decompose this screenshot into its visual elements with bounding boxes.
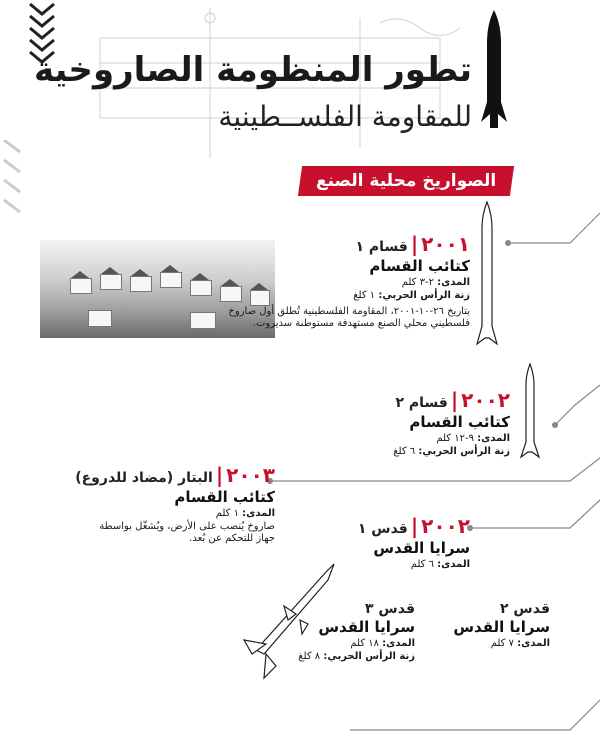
entry-group: سرايا القدس [318,618,415,636]
entry-value: ٩-١٢ كلم [436,433,478,444]
entry-description: بتاريخ ٢٦-١٠-٢٠٠١، المقاومة الفلسطينية تُطلق أول صاروخ فلسطيني محلي الصنع مستهدفة مستوطنة سديروت. [228,306,470,329]
entry-name: قدس ١ [357,521,408,537]
timeline-entry [430,601,550,650]
entry-label: زنة الرأس الحربي: [418,446,510,457]
entry-value: ١ كلغ [353,290,379,301]
entry-name: قسام ١ [355,239,408,255]
entry-value: ٨ كلغ [298,651,324,662]
entry-group: كتائب القسام [369,257,470,275]
entry-year: ٢٠٠٢ [421,514,470,538]
timeline-entry: ٢٠٠٣|البتار (مضاد للدروع) كتائب القسام المدى: ١ كلم [75,463,275,519]
entry-group: سرايا القدس [373,539,470,557]
page-title: تطور المنظومة الصاروخية [33,50,472,90]
timeline-entry [285,601,415,663]
entry-name: قدس ٣ [365,601,415,617]
entry-year: ٢٠٠٣ [226,463,275,487]
entry-name: قسام ٢ [395,395,448,411]
entry-name: قدس ٢ [500,601,550,617]
section-banner-label: الصواريخ محلية الصنع [315,171,496,191]
entry-value: ٦ كلم [410,559,438,570]
entry-value: ٦ كلغ [393,446,419,457]
entry-label: المدى: [382,638,415,649]
entry-name: البتار (مضاد للدروع) [75,470,213,486]
entry-label: المدى: [477,433,510,444]
entry-value: ٢-٣ كلم [401,277,438,288]
entry-label: المدى: [517,638,550,649]
entry-year: ٢٠٠١ [421,232,470,256]
timeline-entry: ٢٠٠٢|قدس ١ سرايا القدس المدى: ٦ كلم [270,514,470,571]
timeline-entry: ٢٠٠١|قسام ١ كتائب القسام المدى: ٢-٣ كلم زنة الرأس الحربي: ١ كلغ [170,232,470,302]
entry-group: سرايا القدس [453,618,550,636]
entry-value: ١٨ كلم [350,638,383,649]
entry-label: المدى: [242,508,275,519]
timeline-entry: ٢٠٠٢|قسام ٢ كتائب القسام المدى: ٩-١٢ كلم زنة الرأس الحربي: ٦ كلغ [310,388,510,458]
entry-group: كتائب القسام [409,413,510,431]
entry-year: ٢٠٠٢ [461,388,510,412]
entry-value: ١ كلم [215,508,243,519]
entry-value: ٧ كلم [490,638,518,649]
page-subtitle: للمقاومة الفلســطينية [218,100,472,133]
entry-label: المدى: [437,559,470,570]
entry-label: زنة الرأس الحربي: [378,290,470,301]
entry-label: زنة الرأس الحربي: [323,651,415,662]
entry-group: كتائب القسام [174,488,275,506]
rocket-outline-icon [520,362,540,460]
entry-label: المدى: [437,277,470,288]
entry-description: صاروخ يُنصب على الأرض، ويُشغّل بواسطة جهاز للتحكم عن بُعد. [99,521,275,544]
rocket-outline-icon [476,200,498,348]
